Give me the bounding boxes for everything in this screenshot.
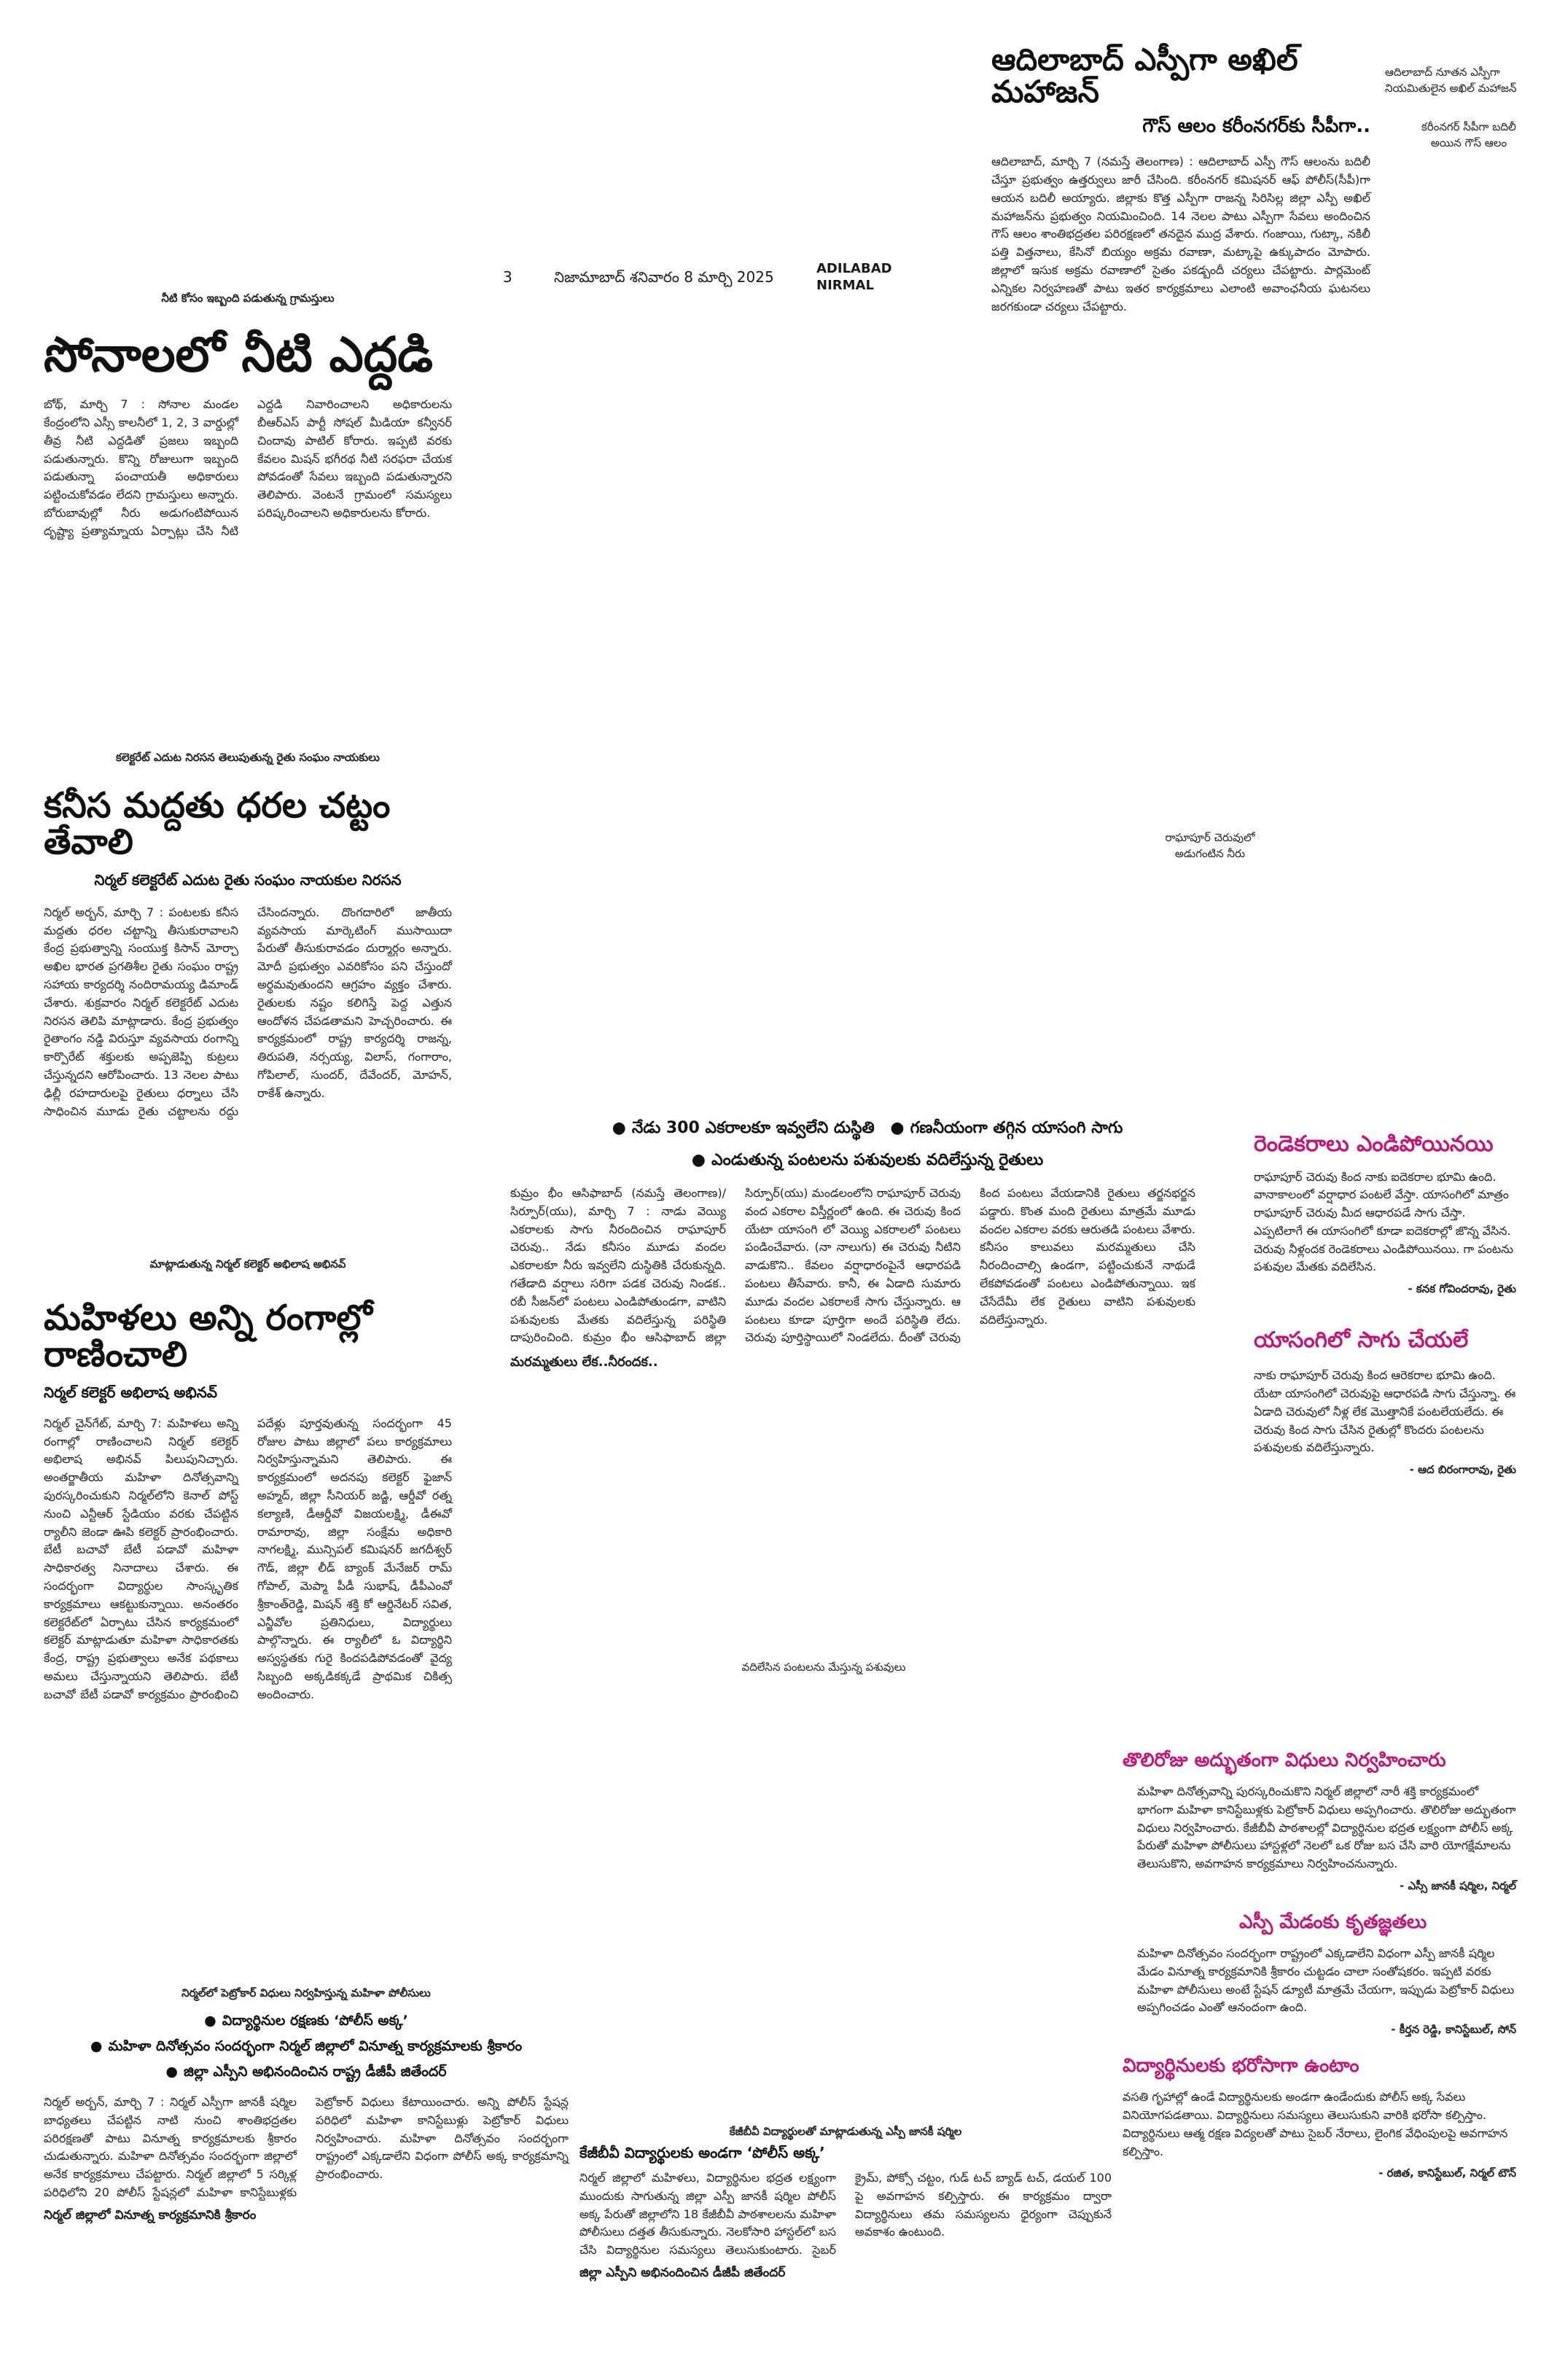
crops-story xyxy=(510,1185,1195,1373)
women-photo-caption: మాట్లాడుతున్న నిర్మల్ కలెక్టర్ అభిలాష అభినవ్ xyxy=(149,1257,346,1271)
crops-section-head: మరమ్మతులు లేక..నీరందక.. xyxy=(510,1354,658,1370)
kgbv-photo-caption: కేజీబీవీ విద్యార్థులతో మాట్లాడుతున్న ఎస్పీ జానకీ షర్మిల xyxy=(729,2125,962,2138)
women-body: నిర్మల్ చైన్‌గేట్, మార్చి 7: మహిళలు అన్ని రంగాల్లో రాణించాలని నిర్మల్ కలెక్టర్ అభిలాష అభినవ్ పిలుపునిచ్చారు. అంతర్జాతీయ మహిళా దినోత్సవాన్ని పురస్కరించుకుని నిర్మల్‌లోని కెనాల్ పోస్ట్ నుంచి ఎన్టీఆర్ స్టేడియం వరకు చేపట్టిన ర్యాలీని జెండా ఊపి కలెక్టర్ ప్రారంభించారు. బేటీ బచావో బేటీ పడావో మహిళా సాధికారత్వ నినాదాలు చేశారు. ఈ సందర్భంగా విద్యార్థుల సాంస్కృతిక కార్యక్రమాలు ఆకట్టుకున్నాయి. అనంతరం కలెక్టరేట్‌లో ఏర్పాటు చేసిన కార్యక్రమంలో కలెక్టర్ మాట్లాడుతూ మహిళా సాధికారతకు కేంద్ర, రాష్ట్ర ప్రభుత్వాలు అనేక పథకాలు అమలు చేస్తున్నాయని తెలిపారు. బేటీ బచావో బేటీ పడావో కార్యక్రమం ప్రారంభించి పదేళ్లు పూర్తవుతున్న సందర్భంగా 45 రోజుల పాటు జిల్లాలో పలు కార్యక్రమాలు నిర్వహిస్తున్నామని తెలిపారు. ఈ కార్యక్రమంలో అదనపు కలెక్టర్ ఫైజాన్ అహ్మద్, జిల్లా సీనియర్ జడ్జి, ఆర్డీవో రత్న కల్యాణి, డీఆర్డీవో విజయలక్ష్మి, డీఈవో రామారావు, జిల్లా సంక్షేమ అధికారి నాగలక్ష్మి, మున్సిపల్ కమిషనర్ జగదీశ్వర్ గౌడ్, జిల్లా లీడ్ బ్యాంక్ మేనేజర్ రామ్ గోపాల్, మెప్మా పీడీ సుభాష్, డీపీఎంవో శ్రీకాంత్‌రెడ్డి, మిషన్ శక్తి కో ఆర్డినేటర్ సవిత, ఎన్జీవోల ప్రతినిధులు, విద్యార్థులు పాల్గొన్నారు. ఈ ర్యాలీలో ఓ విద్యార్థిని అస్వస్థతకు గురై కిందపడిపోవడంతో వైద్య సిబ్బంది అక్కడికక్కడే ప్రాథమిక చికిత్స అందించారు. xyxy=(44,1416,452,1701)
sidebar-sig-two-acres: - కనక గోవిందరావు, రైతు xyxy=(1408,1282,1516,1296)
edition-nirmal: NIRMAL xyxy=(816,277,874,293)
farmers-headline: కనీస మద్దతు ధరల చట్టం తేవాలి xyxy=(44,785,391,863)
sidebar-text-thanks: మహిళా దినోత్సవం సందర్భంగా రాష్ట్రంలో ఎక్కడాలేని విధంగా ఎస్పీ జానకీ షర్మిల మేడం వినూత్న కార్యక్రమానికి శ్రీకారం చుట్టడం చాలా సంతోషకరం. ఇప్పటి వరకు మహిళా పోలీసులు అంటే స్టేషన్ డ్యూటీ మాత్రమే చేయగా, ఇప్పుడు పెట్రోకార్ విధులు అప్పగించడం ఎంతో ఆనందంగా ఉంది. xyxy=(1137,1946,1515,2015)
sp-caption-new: ఆదిలాబాద్ నూతన ఎస్పీగా నియమితులైన అఖిల్ మహాజన్ xyxy=(1385,66,1517,95)
sp-subhead: గౌస్ ఆలం కరీంనగర్‌కు సీపీగా.. xyxy=(1142,115,1370,138)
police-photo-caption: నిర్మల్‌లో పెట్రోకార్ విధులు నిర్వహిస్తున్న మహిళా పోలీసులు xyxy=(182,1986,431,1999)
police-bullet-1: విద్యార్థినుల రక్షణకు ‘పోలీస్ అక్క’ xyxy=(222,2013,408,2029)
sidebar-text-two-acres: రాఘాపూర్ చెరువు కింద నాకు ఐదెకరాల భూమి ఉంది. వానాకాలంలో వర్షాధార పంటలే వేస్తా. యాసంగిలో మాత్రం రాఘాపూర్ చెరువు మీద ఆధారపడే సాగు చేస్తా. ఎప్పటిలాగే ఈ యాసంగిలో కూడా ఐదెకరాల్లో జొన్న వేసిన. చెరువు నీళ్లందక రెండెకరాలు ఎండిపోయినయి. గా పంటను పశువుల మేతకు వదిలేసిన. xyxy=(1254,1169,1513,1274)
kgbv-section-head: జిల్లా ఎస్పీని అభినందించిన డీజీపీ జితేందర్ xyxy=(580,2265,786,2280)
sidebar-text-no-cultivation: నాకు రాఘాపూర్ చెరువు కింద ఆరెకరాల భూమి ఉంది. యేటా యాసంగిలో చెరువుపై ఆధారపడి సాగు చేస్తున్నా. ఈ ఏడాది చెరువులో నీళ్ల లేక మొత్తానికే పంటలేయలేదు. ఈ చెరువు కింద సాగు చేసిన రైతుల్లో కొందరు పంటలను పశువులకు వదిలేస్తున్నారు. xyxy=(1254,1368,1516,1455)
crops-bullets xyxy=(569,1119,1166,1173)
sidebar-sig-assurance: - రజిత, కానిస్టేబుల్, నిర్మల్ టౌన్ xyxy=(1378,2166,1516,2180)
women-headline: మహిళలు అన్ని రంగాల్లో రాణించాలి xyxy=(44,1298,372,1376)
crops-sidebar xyxy=(1254,1130,1516,1479)
page-number: 3 xyxy=(503,268,512,286)
farmers-body: నిర్మల్ అర్బన్, మార్చి 7 : పంటలకు కనీస మద్దతు ధరల చట్టాన్ని తీసుకురావాలని కేంద్ర ప్రభుత్వాన్ని సంయుక్త కిసాన్ మోర్చా అఖిల భారత ప్రగతిశీల రైతు సంఘం రాష్ట్ర సహాయ కార్యదర్శి నందిరామయ్య డిమాండ్ చేశారు. శుక్రవారం నిర్మల్ కలెక్టరేట్ ఎదుట నిరసన తెలిపి మాట్లాడారు. కేంద్ర ప్రభుత్వం రైతాంగం నడ్డి విరుస్తూ వ్యవసాయ రంగాన్ని కార్పొరేట్ శక్తులకు అప్పజెప్పి కుట్రలు చేస్తున్నదని ఆరోపించారు. 13 నెలల పాటు ఢిల్లీ రహదారులపై రైతులు ధర్నాలు చేసి సాధించిన మూడు రైతు చట్టాలను రద్దు చేసిందన్నారు. దొంగదారిలో జాతీయ వ్యవసాయ మార్కెటింగ్ ముసాయిదా పేరుతో తీసుకురావడం దుర్మార్గం అన్నారు. మోదీ ప్రభుత్వం ఎవరికోసం పని చేస్తుందో అర్థమవుతుందని ఆగ్రహం వ్యక్తం చేశారు. రైతులకు నష్టం కలిగిస్తే పెద్ద ఎత్తున ఆందోళన చేపడతామని హెచ్చరించారు. ఈ కార్యక్రమంలో రాష్ట్ర కార్యదర్శి రాజన్న, తిరుపతి, నర్సయ్య, విలాస్, గంగారాం, గోపిలాల్, సుందర్, దేవేందర్, మోహన్, రాకేశ్ ఉన్నారు. xyxy=(44,905,452,1118)
police-sidebar xyxy=(1123,1749,1516,2182)
police-story xyxy=(44,1986,569,2225)
police-bullet-3: జిల్లా ఎస్పీని అభినందించిన రాష్ట్ర డీజీపీ జితేందర్ xyxy=(184,2064,447,2080)
crops-bullet-1: నేడు 300 ఎకరాలకూ ఇవ్వలేని దుస్థితి xyxy=(631,1119,875,1137)
sidebar-sig-first-day: - ఎస్సీ జానకీ షర్మిల, నిర్మల్ xyxy=(1400,1878,1516,1892)
police-bullet-2: మహిళా దినోత్సవం సందర్భంగా నిర్మల్ జిల్లాలో వినూత్న కార్యక్రమాలకు శ్రీకారం xyxy=(108,2038,523,2054)
police-bullet-row-3: ● జిల్లా ఎస్పీని అభినందించిన రాష్ట్ర డీజీపీ జితేందర్ xyxy=(165,2064,447,2080)
sp-body: ఆదిలాబాద్, మార్చి 7 (నమస్తే తెలంగాణ) : ఆదిలాబాద్ ఎస్పీ గౌస్ ఆలంను బదిలీ చేస్తూ ప్రభుత్వం ఉత్తర్వులు జారీ చేసింది. కరీంనగర్ కమిషనర్ ఆఫ్ పోలీస్(సీపీ)గా ఆయన బదిలీ అయ్యారు. జిల్లాకు కొత్త ఎస్పీగా రాజన్న సిరిసిల్ల జిల్లా ఎస్పీ అఖిల్ మహాజన్‌ను ప్రభుత్వం నియమించింది. 14 నెలల పాటు ఎస్పీగా సేవలు అందించిన గౌస్ ఆలం శాంతిభద్రతల పరిరక్షణలో తనదైన ముద్ర వేశారు. గంజాయి, గుట్కా, నకిలీ పత్తి విత్తనాలు, కేసినో బియ్యం అక్రమ రవాణా, మట్కాపై ఉక్కుపాదం మోపారు. జిల్లాలో ఇసుక అక్రమ రవాణాలో సైతం పకడ్బందీ చర్యలు చేపట్టారు. పార్లమెంట్ ఎన్నికల నిర్వహణతో పాటు ఇతర కార్యక్రమాలు ఎలాంటి అవాంఛనీయ ఘటనలు జరగకుండా చర్యలు చేపట్టారు. xyxy=(991,155,1370,313)
dateline: నిజామాబాద్ శనివారం 8 మార్చి 2025 xyxy=(554,268,774,286)
sp-caption-old: కరీంనగర్ సీపీగా బదిలీ అయిన గౌస్ ఆలం xyxy=(1421,120,1516,149)
sp-story xyxy=(991,44,1370,316)
sidebar-text-assurance: వసతి గృహాల్లో ఉండే విద్యార్థినులకు అండగా ఉండేందుకు పోలీస్ అక్క సేవలు వినియోగపడతాయి. విద్యార్థినులు సమస్యలు తెలుసుకుని వారికి భరోసా కల్పిస్తాం. విద్యార్థినులు ఆత్మ రక్షణ విద్యలతో పాటు సైబర్ నేరాలు, లైంగిక వేధింపులపై అవగాహన కల్పిస్తాం. xyxy=(1123,2090,1508,2158)
sidebar-title-two-acres: రెండెకరాలు ఎండిపోయినయి xyxy=(1254,1131,1494,1157)
water-body: బోథ్, మార్చి 7 : సోనాల మండల కేంద్రంలోని ఎస్సీ కాలనీలో 1, 2, 3 వార్డుల్లో తీవ్ర నీటి ఎద్దడితో ప్రజలు ఇబ్బంది పడుతున్నారు. కొన్ని రోజులుగా ఇబ్బంది పడుతున్నా పంచాయతీ అధికారులు పట్టించుకోవడం లేదని గ్రామస్తులు అన్నారు. బోరుబావుల్లో నీరు అడుగంటిపోయిన దృష్ట్యా ప్రత్యామ్నాయ ఏర్పాట్లు చేసి నీటి ఎద్దడి నివారించాలని అధికారులను బీఆర్‌ఎస్ పార్టీ సోషల్ మీడియా కన్వీనర్ చిందావు పాటిల్ కోరారు. ఇప్పటి వరకు కేవలం మిషన్ భగీరథ నీటి సరఫరా చేయక పోవడంతో సేవలు ఇబ్బంది పడుతున్నారని తెలిపారు. వెంటనే గ్రామంలో సమస్యలు పరిష్కరించాలని అధికారులను కోరారు. xyxy=(44,397,452,538)
sidebar-title-no-cultivation: యాసంగిలో సాగు చేయలే xyxy=(1254,1327,1469,1354)
farmers-photo-caption: కలెక్టరేట్ ఎదుట నిరసన తెలుపుతున్న రైతు సంఘం నాయకులు xyxy=(115,751,380,764)
crops-bullet-2: గణనీయంగా తగ్గిన యాసంగి సాగు xyxy=(910,1119,1123,1137)
police-bullet-row-2: ● మహిళా దినోత్సవం సందర్భంగా నిర్మల్ జిల్లాలో వినూత్న కార్యక్రమాలకు శ్రీకారం xyxy=(90,2038,523,2054)
police-body: నిర్మల్ అర్బన్, మార్చి 7 : నిర్మల్ ఎస్పీగా జానకీ షర్మిల బాధ్యతలు చేపట్టిన నాటి నుంచి శాంతిభద్రతల పరిరక్షణతో పాటు వినూత్న కార్యక్రమాలకు శ్రీకారం చుడుతున్నారు. మహిళా దినోత్సవం సందర్భంగా జిల్లాలో అనేక కార్యక్రమాలు చేపట్టారు. నిర్మల్ జిల్లాలో 5 సర్కిళ్ల పరిధిలోని 20 పోలీస్ స్టేషన్లలో మహిళా కానిస్టేబుళ్లకు పెట్రోకార్ విధులు కేటాయించారు. అన్ని పోలీస్ స్టేషన్ల పరిధిలో మహిళా కానిస్టేబుళ్లు పెట్రోకార్ విధులు నిర్వహించారు. మహిళా దినోత్సవం సందర్భంగా రాష్ట్రంలో ఎక్కడాలేని విధంగా పోలీస్ అక్క కార్యక్రమాన్ని ప్రారంభించారు. xyxy=(44,2095,569,2199)
police-section-head: నిర్మల్ జిల్లాలో వినూత్న కార్యక్రమానికి శ్రీకారం xyxy=(44,2207,257,2223)
sidebar-text-first-day: మహిళా దినోత్సవాన్ని పురస్కరించుకొని నిర్మల్ జిల్లాలో నారీ శక్తి కార్యక్రమంలో భాగంగా మహిళా కానిస్టేబుళ్లకు పెట్రోకార్ విధులు అప్పగించారు. తొలిరోజు అద్భుతంగా విధులు నిర్వహించారు. కేజీబీవీ పాఠశాలల్లో విద్యార్థినుల భద్రత లక్ష్యంగా పోలీస్ అక్క పేరుతో మహిళా పోలీసులు హాస్టళ్లలో నెలలో ఒక రోజు బస చేసి వారి యోగక్షేమాలను తెలుసుకొని, అవగాహన కార్యక్రమాలు నిర్వహించనున్నారు. xyxy=(1137,1784,1516,1871)
sidebar-title-assurance: విద్యార్థినులకు భరోసాగా ఉంటాం xyxy=(1123,2055,1359,2077)
water-headline: సోనాలలో నీటి ఎద్దడి xyxy=(44,327,434,383)
farmers-subhead: నిర్మల్ కలెక్టరేట్ ఎదుట రైతు సంఘం నాయకుల నిరసన xyxy=(94,870,402,889)
sidebar-sig-thanks: - కీర్తన రెడ్డి, కానిస్టేబుల్, సోన్ xyxy=(1391,2023,1516,2037)
women-subhead: నిర్మల్ కలెక్టర్ అభిలాష అభినవ్ xyxy=(44,1383,218,1401)
crops-body: కుమ్రం భీం ఆసిఫాబాద్ (నమస్తే తెలంగాణ)/ సిర్పూర్(యు), మార్చి 7 : నాడు వెయ్యి ఎకరాలకు సాగు నీరందించిన రాఘాపూర్ చెరువు.. నేడు కనీసం మూడు వందల ఎకరాలకూ నీరు ఇవ్వలేని దుస్థితికి చేరుకున్నది. గతేడాది వర్షాలు సరిగా పడక చెరువు నిండక.. రబీ సీజన్‌లో పంటలు ఎండిపోతుండగా, వాటిని పశువులకు మేతకు వదిలేస్తున్న పరిస్థితి దాపురించింది. కుమ్రం భీం ఆసిఫాబాద్ జిల్లా సిర్పూర్(యు) మండలంలోని రాఘాపూర్ చెరువు వంద ఎకరాల విస్తీర్ణంలో ఉంది. ఈ చెరువు కింద యేటా యాసంగి లో వెయ్యి ఎకరాలలో పంటలు పండించేవారు. (నా నాలుగు) ఈ చెరువు నీటిని వాడుకొని.. కేవలం వర్షాధారంపైనే ఆధారపడి పంటలు తీసేవారు. కానీ, ఈ ఏడాది సుమారు మూడు వందల ఎకరాలకే సాగు చేస్తున్నారు. ఆ పంటలు కూడా పూర్తిగా అందే పరిస్థితి లేదు. చెరువు పూర్తిస్థాయిలో నిండలేదు. దీంతో చెరువు కింద పంటలు వేయడానికి రైతులు తర్జనభర్జన పడ్డారు. కొంత మంది రైతులు మాత్రమే మూడు వందల ఎకరాల వరకు ఆరుతడి పంటలు వేశారు. కనీసం కాలువలు మరమ్మతులు చేసి నీరందించాల్సి ఉండగా, పట్టించుకునే నాథుడే లేకపోవడంతో పంటలు ఎండిపోతున్నాయి. ఇక చేసేదేమీ లేక రైతులు వాటిని పశువులకు వదిలేస్తున్నారు. xyxy=(510,1186,1195,1345)
farmers-story xyxy=(44,751,452,1120)
kgbv-body: నిర్మల్ జిల్లాలో మహిళలు, విద్యార్థినుల భద్రత లక్ష్యంగా ముందుకు సాగుతున్న జిల్లా ఎస్పీ జానకీ షర్మిల పోలీస్ అక్క పేరుతో జిల్లాలోని 18 కేజీబీవీ పాఠశాలలను మహిళా పోలీసులు దత్తత తీసుకున్నారు. నెలకోసారి హాస్టల్‌లో బస చేసి విద్యార్థినుల సమస్యలు తెలుసుకుంటారు. సైబర్ క్రైమ్, పోక్సో చట్టం, గుడ్ టచ్ బ్యాడ్ టచ్, డయల్ 100 పై అవగాహన కల్పిస్తారు. ఈ కార్యక్రమం ద్వారా విద్యార్థినులు తమ సమస్యలను ధైర్యంగా చెప్పుకునే అవకాశం ఉంటుంది. xyxy=(580,2171,1112,2258)
sidebar-title-thanks: ఎస్పీ మేడంకు కృతజ్ఞతలు xyxy=(1239,1911,1427,1933)
sp-headline: ఆదిలాబాద్ ఎస్పీగా అఖిల్ మహాజన్ xyxy=(991,42,1298,110)
sidebar-title-first-day: తొలిరోజు అద్భుతంగా విధులు నిర్వహించారు xyxy=(1123,1749,1446,1771)
police-bullet-row-1: ● విద్యార్థినుల రక్షణకు ‘పోలీస్ అక్క’ xyxy=(204,2013,408,2029)
water-story xyxy=(44,292,452,541)
sidebar-sig-no-cultivation: - ఆద బిరంగారావు, రైతు xyxy=(1409,1463,1516,1477)
kgbv-headline: కేజీబీవీ విద్యార్థులకు అండగా ‘పోలీస్ అక్క’ xyxy=(580,2144,825,2161)
crops-bullet-3: ఎండుతున్న పంటలను పశువులకు వదిలేస్తున్న రైతులు xyxy=(711,1151,1044,1169)
crops-bullet-row-1: ● నేడు 300 ఎకరాలకూ ఇవ్వలేని దుస్థితి ● గణనీయంగా తగ్గిన యాసంగి సాగు xyxy=(612,1119,1123,1137)
pond-photo-caption: రాఘాపూర్ చెరువులో అడుగంటిన నీరు xyxy=(1165,831,1255,860)
grazing-photo-caption: వదిలేసిన పంటలను మేస్తున్న పశువులు xyxy=(741,1661,906,1674)
water-photo-caption: నీటి కోసం ఇబ్బంది పడుతున్న గ్రామస్తులు xyxy=(161,292,335,305)
women-story xyxy=(44,1257,452,1704)
crops-bullet-row-2: ● ఎండుతున్న పంటలను పశువులకు వదిలేస్తున్న రైతులు xyxy=(691,1151,1044,1169)
edition-adilabad: ADILABAD xyxy=(816,261,892,276)
kgbv-story xyxy=(580,2125,1112,2283)
edition-label xyxy=(816,261,892,294)
